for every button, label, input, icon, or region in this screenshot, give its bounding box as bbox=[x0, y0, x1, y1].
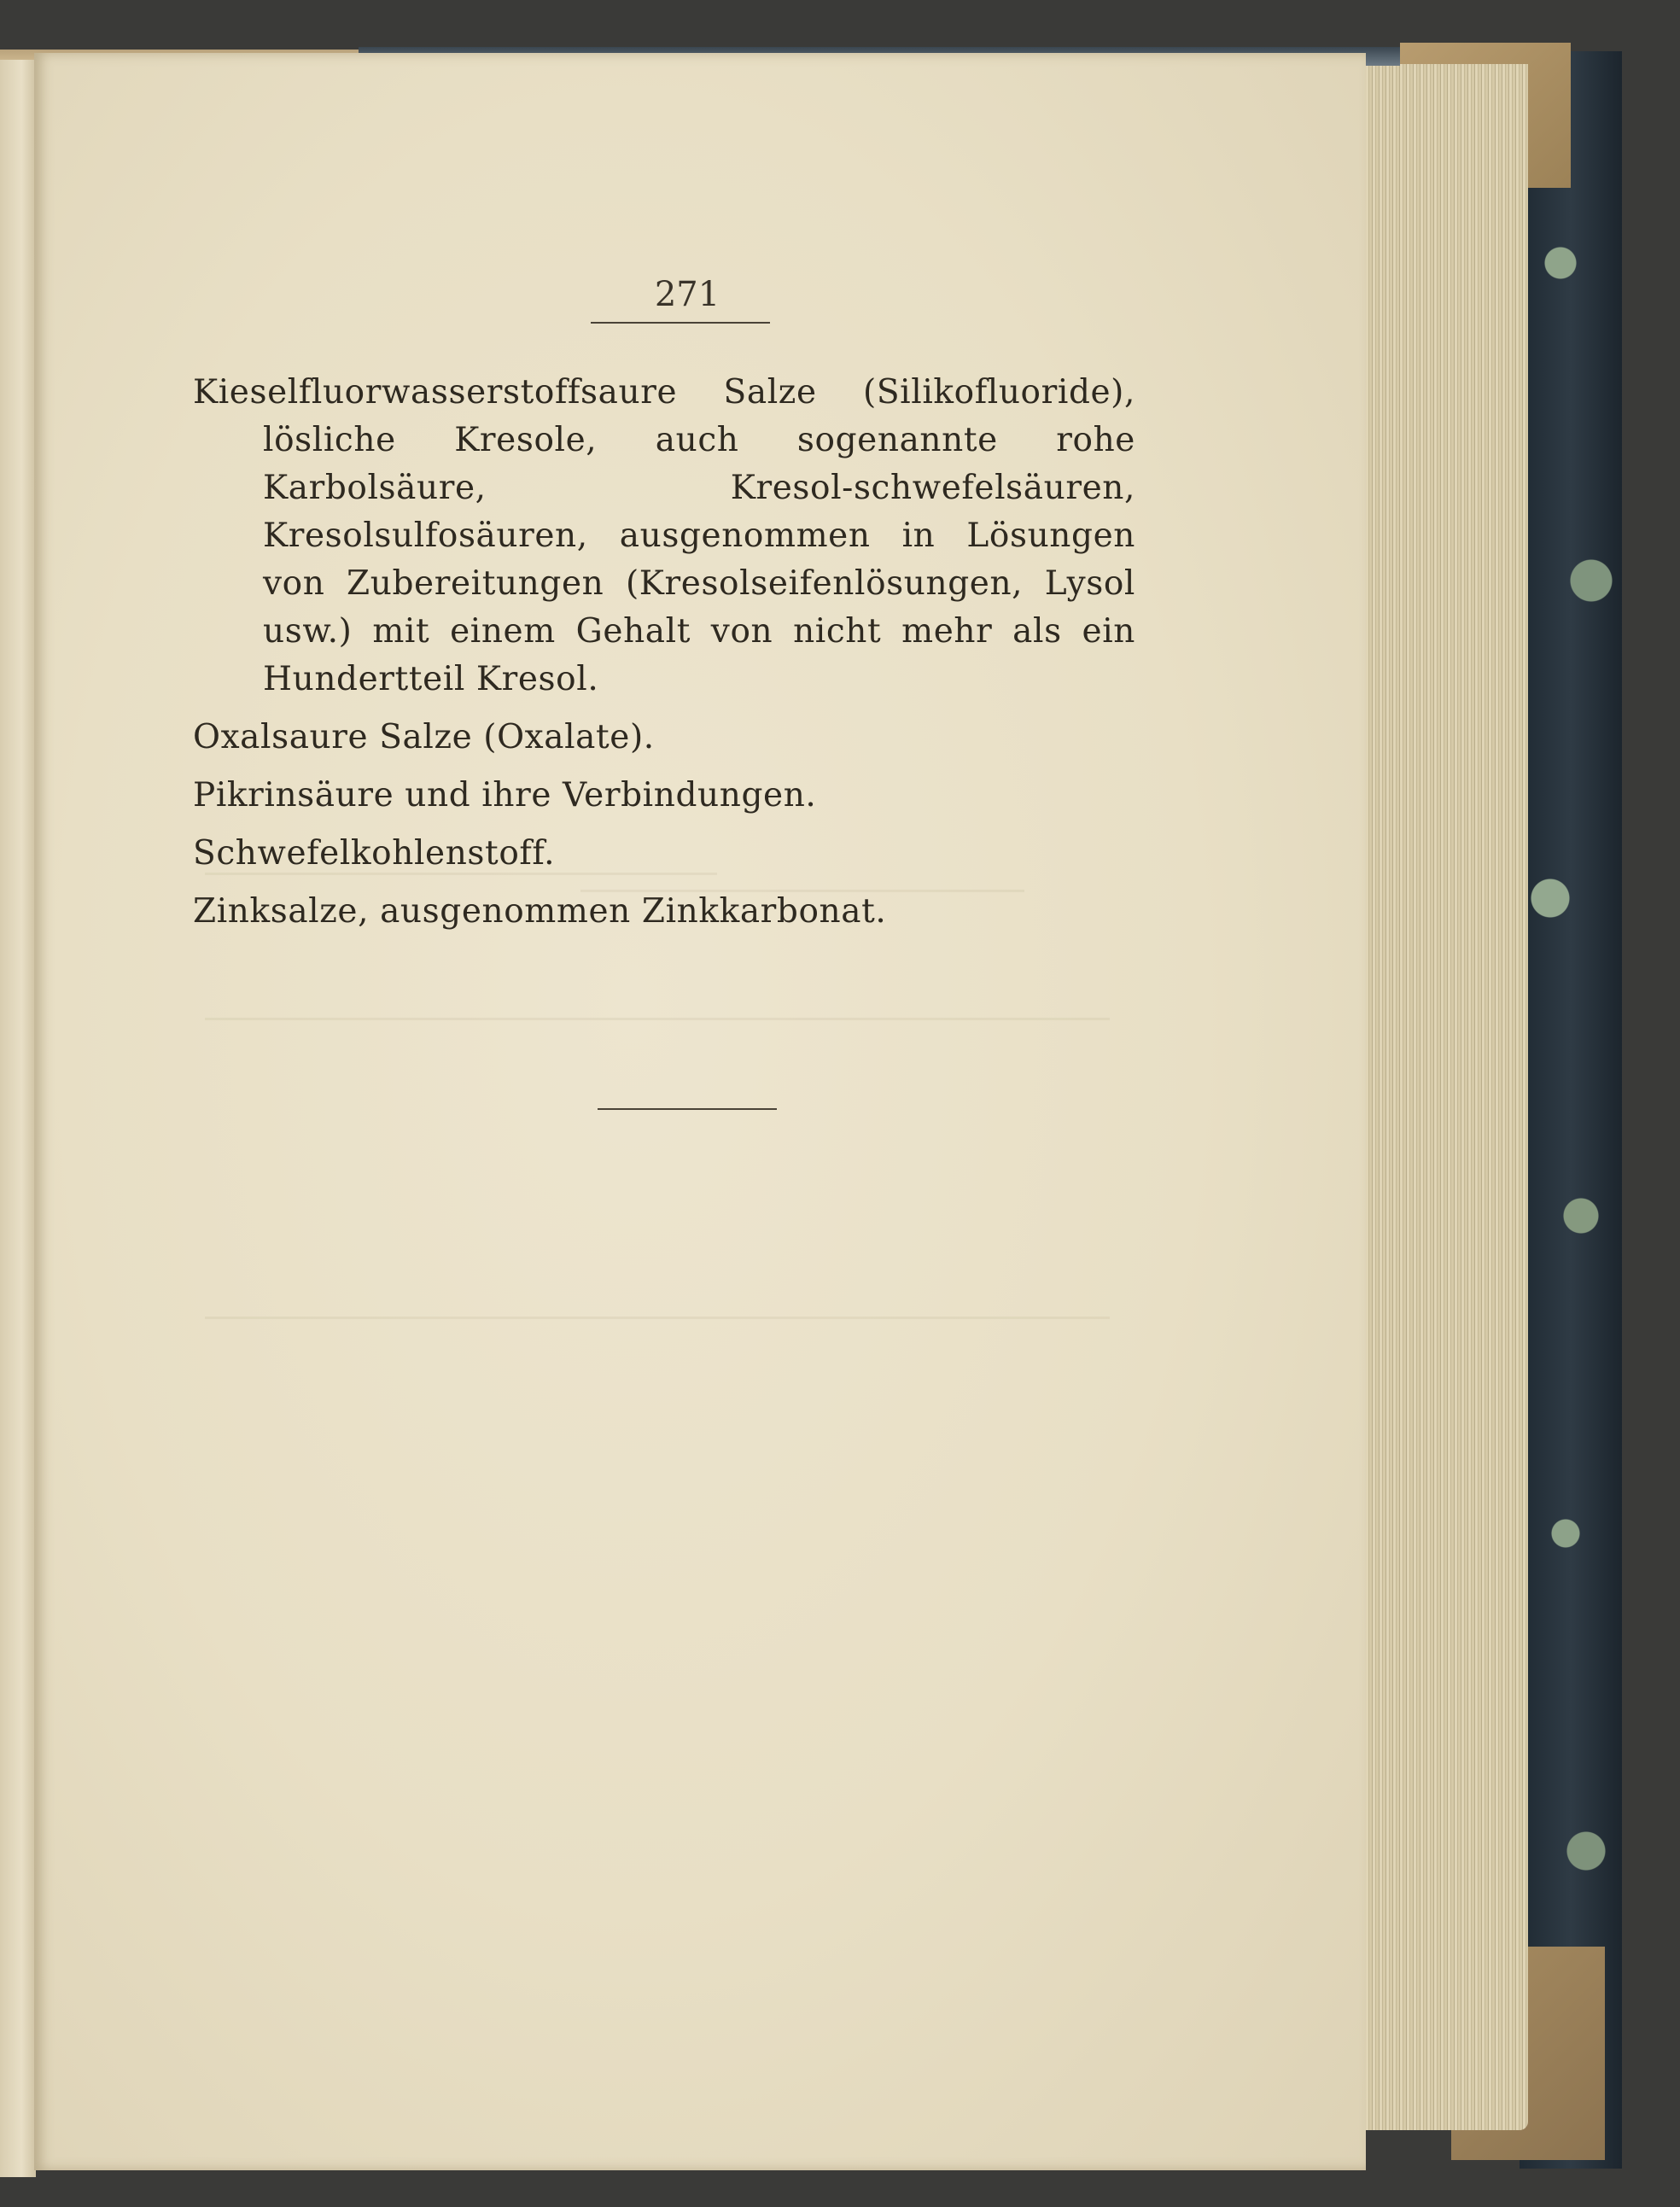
previous-page-edge bbox=[0, 60, 36, 2177]
substance-list bbox=[193, 369, 1135, 946]
show-through-line bbox=[205, 1317, 1110, 1319]
list-item: Oxalsaure Salze (Oxalate). bbox=[193, 718, 655, 756]
list-item: Zinksalze, ausgenommen Zinkkarbonat. bbox=[193, 892, 887, 931]
marbled-cover bbox=[1520, 51, 1622, 2169]
list-item: Schwefelkohlenstoff. bbox=[193, 834, 556, 873]
page-number: 271 bbox=[654, 275, 720, 314]
end-rule bbox=[598, 1108, 777, 1110]
page-edges bbox=[1349, 64, 1528, 2130]
header-rule bbox=[591, 322, 770, 324]
book-page bbox=[34, 53, 1366, 2170]
list-item: Pikrinsäure und ihre Verbindungen. bbox=[193, 776, 817, 814]
list-item: Kieselfluorwasserstoffsaure Salze (Silikofluoride), lösliche Kresole, auch sogenannte rohe Karbolsäure, Kresol-schwefelsäuren, Kresolsulfosäuren, ausgenommen in Lösungen von Zubereitungen (Kresolseifenlösungen, Lysol usw.) mit einem Gehalt von nicht mehr als ein Hundertteil Kresol. bbox=[193, 373, 1135, 698]
show-through-line bbox=[205, 1018, 1110, 1020]
